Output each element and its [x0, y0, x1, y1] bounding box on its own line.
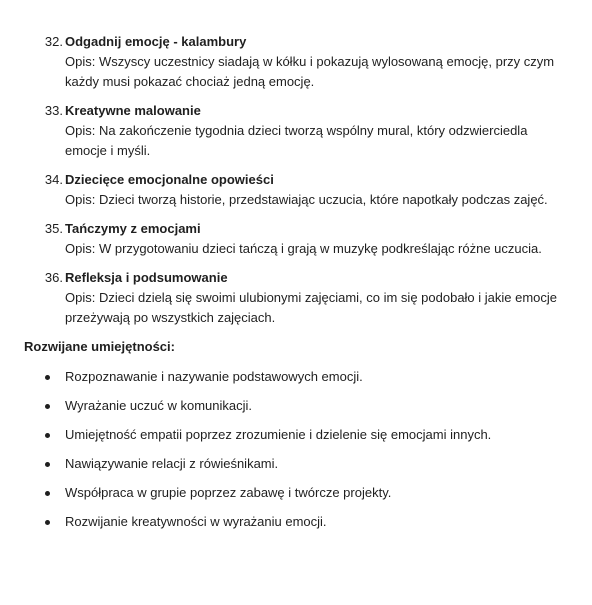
activity-title: Tańczymy z emocjami — [65, 221, 201, 236]
list-item-activity-35 — [24, 219, 568, 259]
skills-heading: Rozwijane umiejętności: — [24, 339, 175, 354]
skill-text: Rozwijanie kreatywności w wyrażaniu emocji. — [65, 514, 327, 529]
bullet-icon — [45, 433, 50, 438]
activity-list — [24, 32, 568, 328]
list-number: 33. — [44, 103, 63, 118]
list-item-skill — [24, 396, 568, 416]
list-item-skill — [24, 512, 568, 532]
activity-title: Dziecięce emocjonalne opowieści — [65, 172, 274, 187]
bullet-icon — [45, 520, 50, 525]
bullet-icon — [45, 375, 50, 380]
bullet-icon — [45, 404, 50, 409]
list-item-skill — [24, 483, 568, 503]
list-item-activity-32 — [24, 32, 568, 92]
list-item-activity-33 — [24, 101, 568, 161]
list-item-skill — [24, 425, 568, 445]
list-number: 34. — [44, 172, 63, 187]
activity-description: Opis: Dzieci tworzą historie, przedstawiając uczucia, które napotkały podczas zajęć. — [65, 192, 548, 207]
list-number: 35. — [44, 221, 63, 236]
list-number: 32. — [44, 34, 63, 49]
skills-list — [24, 367, 568, 532]
list-number: 36. — [44, 270, 63, 285]
activity-description: Opis: W przygotowaniu dzieci tańczą i grają w muzykę podkreślając różne uczucia. — [65, 241, 542, 256]
activity-title: Odgadnij emocję - kalambury — [65, 34, 247, 49]
activity-description: Opis: Dzieci dzielą się swoimi ulubionymi zajęciami, co im się podobało i jakie emocje przeżywają po wszystkich zajęciach. — [65, 290, 558, 325]
skill-text: Wyrażanie uczuć w komunikacji. — [65, 398, 253, 413]
list-item-activity-34 — [24, 170, 568, 210]
activity-title: Refleksja i podsumowanie — [65, 270, 228, 285]
bullet-icon — [45, 491, 50, 496]
activity-title: Kreatywne malowanie — [65, 103, 201, 118]
activity-description: Opis: Na zakończenie tygodnia dzieci tworzą wspólny mural, który odzwierciedla emocje i myśli. — [65, 123, 528, 158]
list-item-skill — [24, 454, 568, 474]
list-item-activity-36 — [24, 268, 568, 328]
skill-text: Nawiązywanie relacji z rówieśnikami. — [65, 456, 279, 471]
bullet-icon — [45, 462, 50, 467]
activity-description: Opis: Wszyscy uczestnicy siadają w kółku i pokazują wylosowaną emocję, przy czym każdy musi pokazać chociaż jedną emocję. — [65, 54, 555, 89]
skill-text: Rozpoznawanie i nazywanie podstawowych emocji. — [65, 369, 363, 384]
list-item-skill — [24, 367, 568, 387]
skill-text: Umiejętność empatii poprzez zrozumienie i dzielenie się emocjami innych. — [65, 427, 492, 442]
skill-text: Współpraca w grupie poprzez zabawę i twórcze projekty. — [65, 485, 392, 500]
